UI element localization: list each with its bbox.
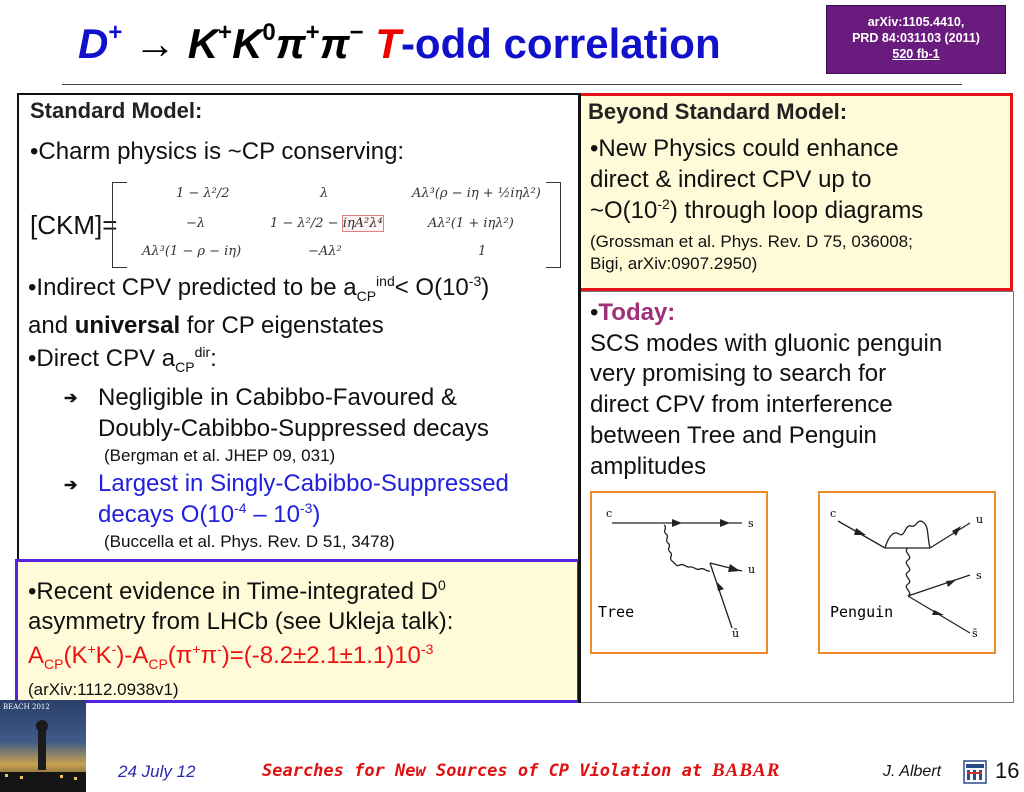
universal-b: universal — [74, 312, 181, 339]
evidence-formula — [28, 640, 433, 672]
matrix-left-bracket — [112, 182, 127, 268]
title-d: D — [78, 20, 109, 67]
today-line5: amplitudes — [590, 453, 707, 480]
title-pi2: π — [319, 20, 350, 67]
bsm-line3-sup: -2 — [657, 196, 670, 212]
ckm-cell-r2c2-a: 1 − λ²/2 − — [270, 216, 343, 231]
f-e: (π — [167, 642, 193, 669]
reference-line-1: arXiv:1105.4410, — [867, 15, 965, 29]
penguin-diagram-svg — [820, 493, 994, 652]
universal-c: for CP eigenstates — [180, 312, 384, 339]
title-d-sup: + — [108, 19, 123, 46]
conference-thumbnail — [0, 700, 86, 792]
sub2-exp2: -3 — [299, 500, 313, 516]
ckm-cell-r3c3: 1 — [478, 244, 487, 259]
today-bullet: • — [590, 299, 599, 326]
today-label: Today: — [598, 299, 676, 326]
sub1-ref: (Bergman et al. JHEP 09, 031) — [104, 446, 336, 465]
sub2-line1: Largest in Singly-Cabibbo-Suppressed — [98, 470, 509, 497]
indirect-sub: CP — [356, 287, 377, 304]
penguin-c-label: c — [830, 507, 837, 520]
ckm-label: [CKM]= — [30, 210, 118, 240]
page-number: 16 — [995, 758, 1020, 783]
title-k: K — [187, 20, 219, 67]
ckm-cell-r2c2 — [270, 216, 383, 231]
sub1-line2: Doubly-Cabibbo-Suppressed decays — [98, 415, 489, 442]
sm-bullet-cp-conserving: •Charm physics is ~CP conserving: — [30, 138, 405, 165]
penguin-label: Penguin — [830, 603, 894, 621]
bsm-ref2: Bigi, arXiv:0907.2950) — [590, 254, 758, 273]
title-pi-sup-minus: − — [349, 19, 364, 46]
today-line3: direct CPV from interference — [590, 391, 893, 418]
reference-line-3: 520 fb-1 — [892, 47, 940, 61]
f-f: π — [200, 642, 218, 669]
f-sub2: CP — [148, 655, 168, 672]
title-arrow: → — [134, 20, 177, 67]
sm-heading: Standard Model: — [30, 98, 203, 123]
indirect-exp: -3 — [468, 273, 482, 289]
f-sup2: - — [111, 641, 117, 657]
tree-u-label: u — [748, 563, 756, 576]
sub2-line2 — [98, 499, 320, 531]
tree-diagram-svg — [592, 493, 766, 652]
evidence-line1 — [28, 576, 446, 608]
evidence-ref: (arXiv:1112.0938v1) — [28, 680, 179, 699]
ckm-cell-r3c1: Aλ³(1 − ρ − iη) — [142, 244, 242, 259]
ckm-cell-r2c3: Aλ²(1 + iηλ²) — [428, 216, 514, 231]
today-line2: very promising to search for — [590, 360, 887, 387]
sub2-line2-b: – 10 — [246, 501, 300, 528]
sub-bullet-arrow-1: ➔ — [64, 390, 78, 407]
bsm-line1: •New Physics could enhance — [590, 135, 899, 162]
title-k-sup: + — [218, 19, 233, 46]
reference-box — [826, 5, 1006, 74]
sm-indirect-cpv — [28, 272, 489, 304]
title-t: T — [375, 20, 401, 67]
footer-date: 24 July 12 — [118, 762, 196, 781]
slide-title — [78, 18, 721, 70]
tree-c-label: c — [606, 507, 613, 520]
f-sup4: - — [217, 641, 222, 657]
indirect-text-a: •Indirect CPV predicted to be a — [28, 274, 357, 301]
sub2-exp1: -4 — [234, 500, 247, 516]
f-d: )-A — [116, 642, 149, 669]
sub2-line2-c: ) — [312, 501, 321, 528]
title-rest: -odd correlation — [400, 20, 721, 67]
thumbnail-art — [0, 700, 86, 792]
today-line4: between Tree and Penguin — [590, 422, 877, 449]
universal-a: and — [28, 312, 75, 339]
panel-divider — [578, 93, 581, 703]
indirect-text-b: < O(10 — [394, 274, 469, 301]
f-b: (K — [63, 642, 88, 669]
today-line1: SCS modes with gluonic penguin — [590, 330, 943, 357]
institution-logo-icon — [963, 760, 987, 784]
ckm-cell-r1c3: Aλ³(ρ − iη + ½iηλ²) — [412, 186, 541, 201]
ckm-matrix — [30, 180, 570, 270]
direct-sub: CP — [175, 358, 195, 375]
bsm-line3-a: ~O(10 — [590, 197, 658, 224]
tree-label: Tree — [598, 603, 635, 621]
sub1-line1: Negligible in Cabibbo-Favoured & — [98, 384, 457, 411]
sm-universal — [28, 310, 384, 342]
title-k0: K — [232, 20, 263, 67]
f-sup3: + — [192, 641, 201, 657]
reference-line-2: PRD 84:031103 (2011) — [852, 31, 980, 45]
direct-a: •Direct CPV a — [28, 345, 176, 372]
tree-s-label: s — [748, 517, 754, 530]
penguin-diagram — [818, 491, 996, 654]
today-heading — [590, 297, 675, 329]
bsm-heading: Beyond Standard Model: — [588, 99, 848, 124]
bsm-line3 — [590, 195, 923, 227]
f-g: )=(-8.2±2.1±1.1)10 — [221, 642, 421, 669]
f-c: K — [95, 642, 112, 669]
indirect-sup: ind — [376, 273, 395, 289]
title-pi-sup-plus: + — [305, 19, 320, 46]
ckm-cell-r3c2: −Aλ² — [308, 244, 342, 259]
title-divider — [62, 84, 962, 85]
ckm-cell-r1c2: λ — [320, 186, 329, 201]
penguin-u-label: u — [976, 513, 984, 526]
evidence-line2: asymmetry from LHCb (see Ukleja talk): — [28, 608, 454, 635]
sub2-line2-a: decays O(10 — [98, 501, 235, 528]
f-sup1: + — [87, 641, 96, 657]
f-sub1: CP — [44, 655, 64, 672]
f-a: A — [28, 642, 45, 669]
sm-direct-cpv — [28, 343, 217, 375]
matrix-right-bracket — [546, 182, 561, 268]
bsm-line2: direct & indirect CPV up to — [590, 166, 872, 193]
ckm-cell-r1c1: 1 − λ²/2 — [176, 186, 230, 201]
f-sup5: -3 — [420, 641, 434, 657]
evidence-line1-sup: 0 — [437, 577, 446, 593]
bsm-line3-b: ) through loop diagrams — [669, 197, 924, 224]
direct-b: : — [210, 345, 217, 372]
institution-logo-svg — [963, 760, 987, 784]
sub2-ref: (Buccella et al. Phys. Rev. D 51, 3478) — [104, 532, 395, 551]
bsm-ref1: (Grossman et al. Phys. Rev. D 75, 036008; — [590, 232, 913, 251]
title-k0-sup: 0 — [262, 19, 276, 46]
sub-bullet-arrow-2: ➔ — [64, 477, 78, 494]
penguin-s-label: s — [976, 569, 982, 582]
tree-ubar-label: ū — [732, 627, 740, 640]
footer-talk-title: Searches for New Sources of CP Violation at — [262, 761, 703, 781]
ckm-highlight-term: iηA²λ⁴ — [342, 216, 383, 231]
ckm-cell-r2c1: −λ — [186, 216, 206, 231]
indirect-text-c: ) — [481, 274, 490, 301]
tree-diagram — [590, 491, 768, 654]
title-pi: π — [275, 20, 306, 67]
evidence-line1-a: •Recent evidence in Time-integrated D — [28, 578, 438, 605]
penguin-sbar-label: s̄ — [972, 627, 978, 640]
footer-author: J. Albert — [883, 763, 942, 780]
conference-thumbnail-label: BEACH 2012 — [3, 703, 50, 711]
babar-logo: BABAR — [712, 760, 781, 781]
direct-sup: dir — [194, 344, 211, 360]
